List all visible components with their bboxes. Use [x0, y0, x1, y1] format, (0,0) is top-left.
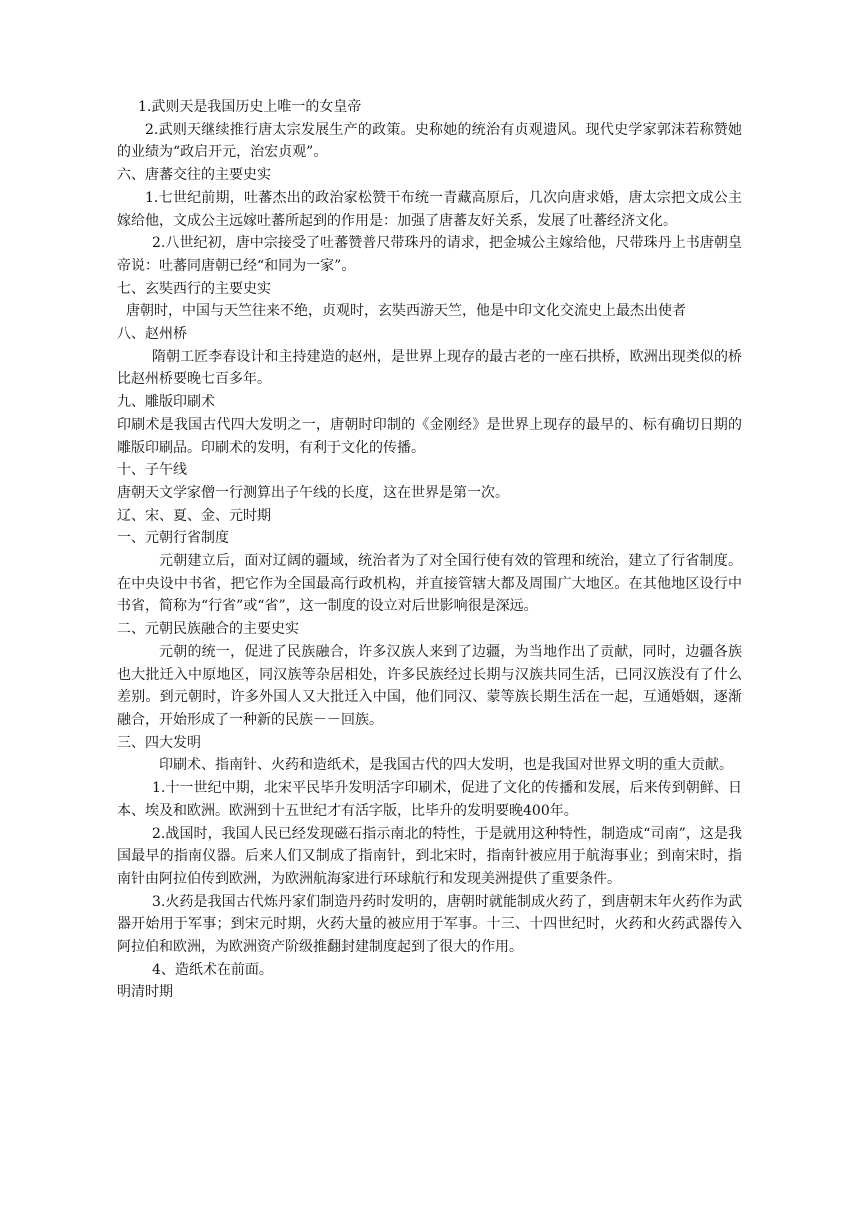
paragraph: 隋朝工匠李春设计和主持建造的赵州，是世界上现存的最古老的一座石拱桥，欧洲出现类似的桥比赵州桥要晚七百多年。 — [117, 348, 742, 388]
section-heading: 十、子午线 — [117, 462, 187, 479]
paragraph: 2.八世纪初，唐中宗接受了吐蕃赞普尺带珠丹的请求，把金城公主嫁给他，尺带珠丹上书唐朝皇帝说：吐蕃同唐朝已经“和同为一家”。 — [117, 235, 742, 274]
paragraph: 印刷术、指南针、火药和造纸术，是我国古代的四大发明，也是我国对世界文明的重大贡献。 — [159, 757, 733, 774]
paragraph: 印刷术是我国古代四大发明之一，唐朝时印制的《金刚经》是世界上现存的最早的、标有确切日期的雕版印刷品。印刷术的发明，有利于文化的传播。 — [117, 416, 742, 456]
section-heading: 一、元朝行省制度 — [117, 530, 229, 547]
section-heading: 七、玄奘西行的主要史实 — [117, 280, 271, 297]
paragraph: 唐朝时，中国与天竺往来不绝，贞观时，玄奘西游天竺，他是中印文化交流史上最杰出使者 — [126, 303, 686, 320]
paragraph: 1.七世纪前期，吐蕃杰出的政治家松赞干布统一青藏高原后，几次向唐求婚，唐太宗把文成公主嫁给他，文成公主远嫁吐蕃所起到的作用是：加强了唐蕃友好关系，发展了吐蕃经济文化。 — [117, 189, 742, 229]
paragraph: 2.战国时，我国人民已经发现磁石指示南北的特性，于是就用这种特性，制造成“司南”，这是我国最早的指南仪器。后来人们又制成了指南针，到北宋时，指南针被应用于航海事业；到南宋时，指南针由阿拉伯传到欧洲，为欧洲航海家进行环球航行和发现美洲提供了重要条件。 — [117, 825, 742, 887]
section-heading: 二、元朝民族融合的主要史实 — [117, 621, 299, 638]
section-heading: 六、唐蕃交往的主要史实 — [117, 167, 271, 184]
section-heading: 九、雕版印刷术 — [117, 394, 215, 411]
paragraph: 2.武则天继续推行唐太宗发展生产的政策。史称她的统治有贞观遗风。现代史学家郭沫若称赞她的业绩为“政启开元，治宏贞观”。 — [117, 121, 742, 161]
document-body — [117, 96, 742, 1004]
paragraph: 3.火药是我国古代炼丹家们制造丹药时发明的，唐朝时就能制成火药了，到唐朝末年火药作为武器开始用于军事；到宋元时期，火药大量的被应用于军事。十三、十四世纪时，火药和火药武器传入阿拉伯和欧洲，为欧洲资产阶级推翻封建制度起到了很大的作用。 — [117, 893, 742, 956]
period-heading: 辽、宋、夏、金、元时期 — [117, 507, 271, 524]
paragraph: 1.十一世纪中期，北宋平民毕升发明活字印刷术，促进了文化的传播和发展，后来传到朝鲜、日本、埃及和欧洲。欧洲到十五世纪才有活字版，比毕升的发明要晚400年。 — [117, 780, 742, 819]
period-heading: 明清时期 — [117, 984, 173, 1001]
paragraph: 唐朝天文学家僧一行测算出子午线的长度，这在世界是第一次。 — [117, 484, 509, 501]
paragraph: 元朝建立后，面对辽阔的疆域，统治者为了对全国行使有效的管理和统治，建立了行省制度。在中央设中书省，把它作为全国最高行政机构，并直接管辖大都及周围广大地区。在其他地区设行中书省，简称为“行省”或“省”，这一制度的设立对后世影响很是深远。 — [117, 553, 742, 615]
list-item: 1.武则天是我国历史上唯一的女皇帝 — [138, 99, 362, 115]
section-heading: 三、四大发明 — [117, 734, 201, 751]
section-heading: 八、赵州桥 — [117, 326, 187, 343]
paragraph: 4、造纸术在前面。 — [152, 961, 273, 978]
paragraph: 元朝的统一，促进了民族融合，许多汉族人来到了边疆，为当地作出了贡献，同时，边疆各族也大批迁入中原地区，同汉族等杂居相处，许多民族经过长期与汉族共同生活，已同汉族没有了什么差别。到元朝时，许多外国人又大批迁入中国，他们同汉、蒙等族长期生活在一起，互通婚姻，逐渐融合，开始形成了一种新的民族－－回族。 — [117, 643, 742, 728]
